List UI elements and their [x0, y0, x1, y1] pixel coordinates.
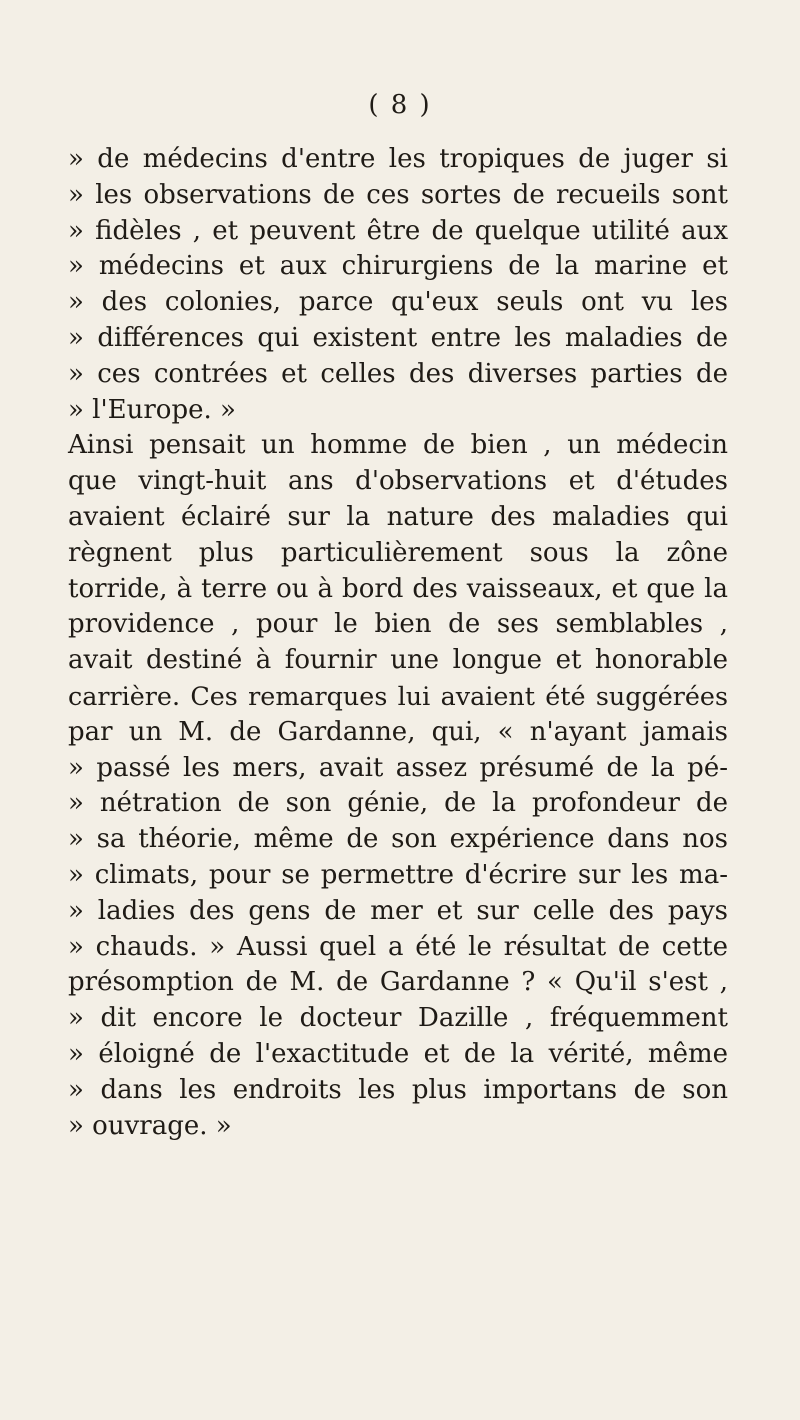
- text-line: » éloigné de l'exactitude et de la vérité, même: [68, 1038, 728, 1069]
- text-line: » l'Europe. »: [68, 394, 236, 425]
- text-line: Ainsi pensait un homme de bien , un médecin: [68, 430, 728, 461]
- text-line: avaient éclairé sur la nature des maladies qui: [68, 501, 728, 532]
- text-line: règnent plus particulièrement sous la zône: [68, 537, 728, 568]
- text-line: présomption de M. de Gardanne ? « Qu'il s'est ,: [68, 967, 728, 998]
- text-line: » ouvrage. »: [68, 1110, 232, 1141]
- text-line: » ces contrées et celles des diverses parties de: [68, 358, 728, 389]
- text-line: » sa théorie, même de son expérience dans nos: [68, 824, 728, 855]
- text-line: par un M. de Gardanne, qui, « n'ayant jamais: [68, 716, 728, 747]
- text-line: » de médecins d'entre les tropiques de juger si: [68, 144, 728, 174]
- text-line: » différences qui existent entre les maladies de: [68, 322, 728, 353]
- text-line: » passé les mers, avait assez présumé de la pé-: [68, 752, 728, 783]
- text-line: » fidèles , et peuvent être de quelque utilité aux: [68, 215, 728, 246]
- text-line: » chauds. » Aussi quel a été le résultat de cette: [68, 931, 728, 962]
- text-line: » nétration de son génie, de la profondeur de: [68, 788, 728, 819]
- text-line: » dit encore le docteur Dazille , fréquemment: [68, 1003, 728, 1034]
- text-line: providence , pour le bien de ses semblables ,: [68, 609, 728, 640]
- text-line: » les observations de ces sortes de recueils sont: [68, 179, 728, 210]
- text-line: que vingt-huit ans d'observations et d'études: [68, 466, 728, 497]
- text-line: » climats, pour se permettre d'écrire sur les ma-: [68, 859, 728, 890]
- text-line: » des colonies, parce qu'eux seuls ont vu les: [68, 287, 728, 318]
- text-line: » dans les endroits les plus importans de son: [68, 1074, 728, 1105]
- text-line: avait destiné à fournir une longue et honorable: [68, 645, 728, 676]
- text-line: torride, à terre ou à bord des vaisseaux, et que la: [68, 573, 728, 604]
- page-number: ( 8 ): [368, 90, 432, 120]
- text-line: » ladies des gens de mer et sur celle des pays: [68, 895, 728, 926]
- text-line: » médecins et aux chirurgiens de la marine et: [68, 251, 728, 282]
- body-text: [68, 142, 728, 1144]
- text-line: carrière. Ces remarques lui avaient été suggérées: [68, 680, 728, 711]
